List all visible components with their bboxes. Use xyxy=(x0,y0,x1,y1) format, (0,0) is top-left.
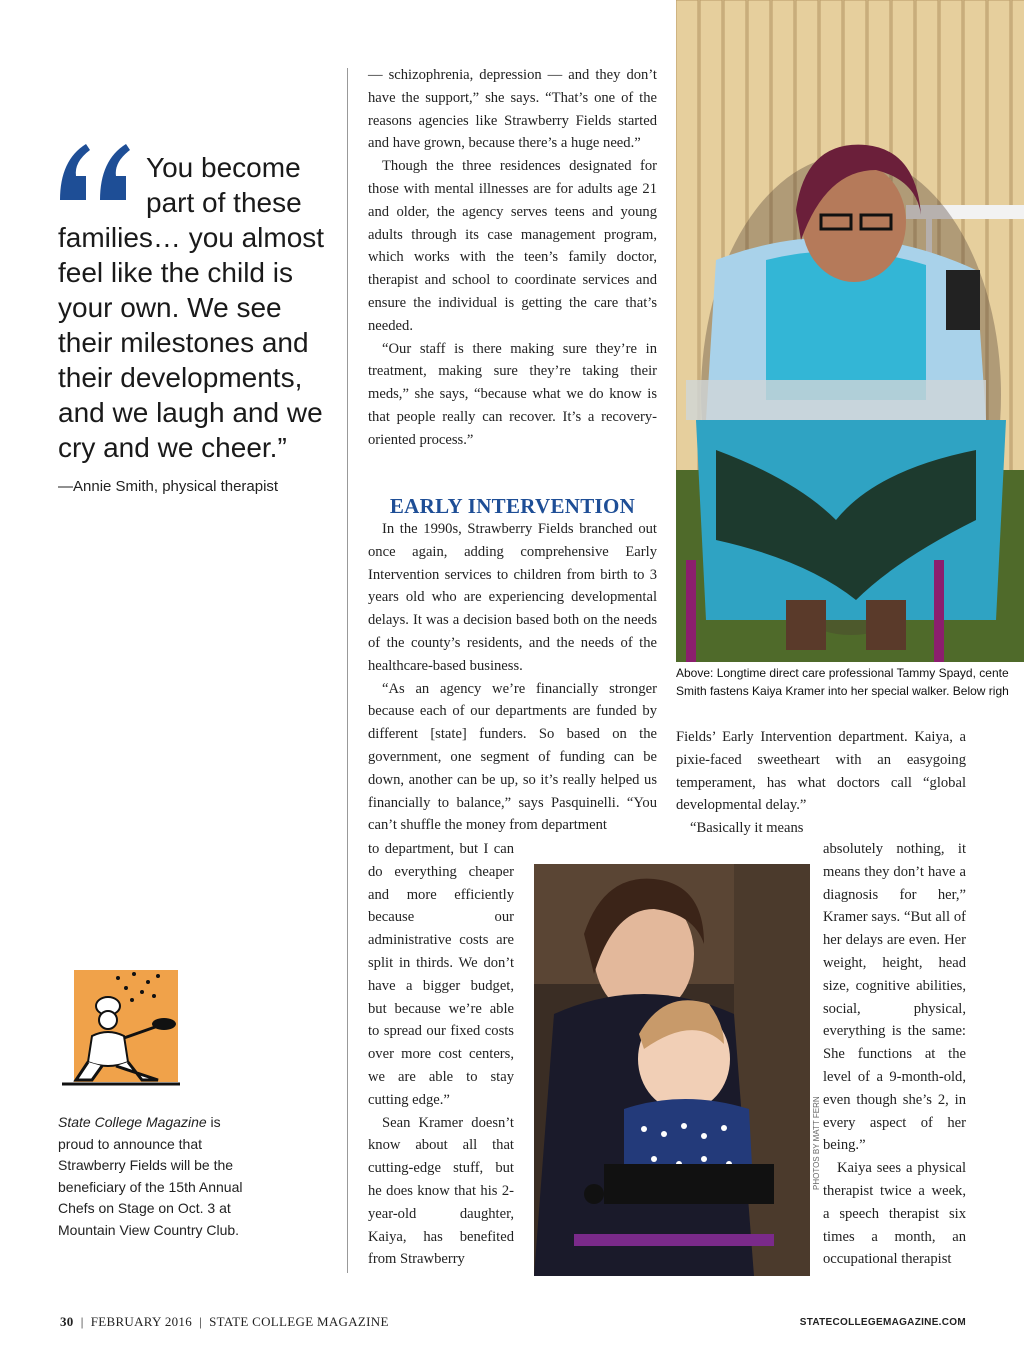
caption-line: Smith fastens Kaiya Kramer into her special walker. Below righ xyxy=(676,684,1009,698)
paragraph: Kaiya sees a physical therapist twice a week, a speech therapist six times a month, an occupational therapist xyxy=(823,1160,966,1268)
paragraph: to department, but I can do everything cheaper and more efficiently because our administrative costs are split in thirds. We don’t have a bigger budget, but because we’re able to spread our fixed costs over more cost centers, we are able to stay cutting edge.” xyxy=(368,841,514,1108)
magazine-title: STATE COLLEGE MAGAZINE xyxy=(209,1314,389,1329)
section-heading: EARLY INTERVENTION xyxy=(389,494,636,518)
photo-tammy-spayd xyxy=(676,0,1024,662)
footer-folio: 30 | FEBRUARY 2016 | STATE COLLEGE MAGAZINE xyxy=(60,1314,389,1329)
pull-quote-rest: families… you almost feel like the child is your own. We see their milestones and their developments, and we laugh and we cry and we cheer.” xyxy=(58,222,325,463)
paragraph: Fields’ Early Intervention department. Kaiya, a pixie-faced sweetheart with an easygoing temperament, has what doctors call “global developmental delay.” xyxy=(676,729,966,814)
photo-credit: PHOTOS BY MATT FERN xyxy=(812,1096,821,1190)
photo-kaiya-walker xyxy=(534,864,810,1276)
paragraph: In the 1990s, Strawberry Fields branched out once again, adding comprehensive Early Intervention services to children from birth to 3 years old who are experiencing developmental delays. It was a decision based both on the needs of the county’s residents, and the needs of the healthcare-based business. xyxy=(368,521,657,674)
footer-website: STATECOLLEGEMAGAZINE.COM xyxy=(799,1317,966,1328)
issue-date: FEBRUARY 2016 xyxy=(90,1314,193,1329)
paragraph: “Our staff is there making sure they’re in treatment, making sure they’re taking their meds,” she says, “because what we do know is that people really can recover. It’s a recovery-oriented process.” xyxy=(368,340,657,448)
pull-quote-first: You become part of these xyxy=(146,152,302,218)
chef-logo-icon xyxy=(62,966,180,1090)
article-column-1b xyxy=(368,518,657,837)
pull-quote-attribution: —Annie Smith, physical therapist xyxy=(58,478,279,495)
paragraph: “Basically it means xyxy=(690,820,804,837)
pull-quote xyxy=(58,150,338,465)
article-column-3b xyxy=(823,838,966,1271)
paragraph: absolutely nothing, it means they don’t have a diagnosis for her,” Kramer says. “But all of her delays are even. Her weight, height, head size, cognitive abilities, social, physical, everything is the same: She functions at the level of a 9-month-old, even though she’s 2, in every aspect of her being.” xyxy=(823,841,966,1154)
paragraph: — schizophrenia, depression — and they don’t have the support,” she says. “That’s one of the reasons agencies like Strawberry Fields started and have grown, because there’s a huge need.” xyxy=(368,67,657,152)
announcement-text: is proud to announce that Strawberry Fields will be the beneficiary of the 15th Annual Chefs on Stage on Oct. 3 at Mountain View Country Club. xyxy=(58,1114,243,1238)
paragraph: Sean Kramer doesn’t know about all that cutting-edge stuff, but he does know that his 2-year-old daughter, Kaiya, has benefited from Strawberry xyxy=(368,1114,514,1268)
page-number: 30 xyxy=(60,1314,74,1329)
article-column-1c xyxy=(368,838,514,1271)
sidebar-announcement xyxy=(58,1112,258,1242)
photo-caption xyxy=(676,664,1024,700)
paragraph: Though the three residences designated for those with mental illnesses are for adults age 21 and older, the agency serves teens and young adults through its case management program, which works with the teen’s family doctor, therapist and school to coordinate services and ensure the individual is getting the care that’s needed. xyxy=(368,158,657,334)
column-divider xyxy=(347,68,348,1273)
caption-line: Above: Longtime direct care professional Tammy Spayd, cente xyxy=(676,666,1009,680)
magazine-name: State College Magazine xyxy=(58,1114,207,1130)
article-column-3 xyxy=(676,726,966,840)
article-column-1 xyxy=(368,64,657,452)
paragraph: “As an agency we’re financially stronger because each of our departments are funded by different [state] funders. So based on the government, one segment of funding can be down, another can be up, so it’s really helped us financially to balance,” says Pasquinelli. “You can’t shuffle the money from department xyxy=(368,680,657,834)
